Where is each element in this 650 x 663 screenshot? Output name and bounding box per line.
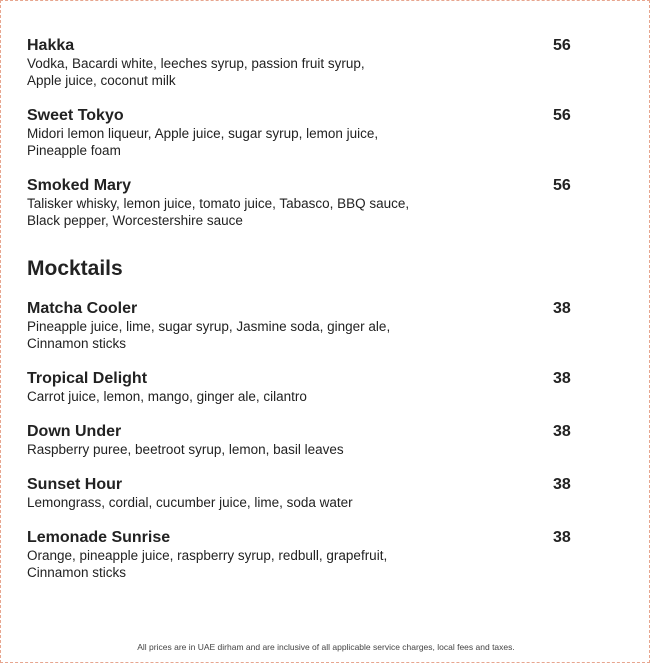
item-name: Hakka	[27, 37, 75, 54]
item-name: Matcha Cooler	[27, 300, 138, 317]
item-price: 38	[553, 423, 571, 440]
item-name: Smoked Mary	[27, 177, 132, 194]
item-price: 38	[553, 300, 571, 317]
item-description: Carrot juice, lemon, mango, ginger ale, cilantro	[27, 389, 307, 404]
item-description: Orange, pineapple juice, raspberry syrup, redbull, grapefruit, Cinnamon sticks	[27, 548, 388, 580]
item-description: Midori lemon liqueur, Apple juice, sugar syrup, lemon juice, Pineapple foam	[27, 126, 379, 158]
item-name: Tropical Delight	[27, 370, 148, 387]
menu-item	[27, 529, 587, 581]
menu-item	[27, 177, 587, 229]
section-title-mocktails: Mocktails	[27, 257, 123, 280]
item-description: Talisker whisky, lemon juice, tomato juice, Tabasco, BBQ sauce, Black pepper, Worcestershire sauce	[27, 196, 410, 228]
item-name: Lemonade Sunrise	[27, 529, 171, 546]
item-name: Sweet Tokyo	[27, 107, 124, 124]
price-disclaimer: All prices are in UAE dirham and are inclusive of all applicable service charges, local fees and taxes.	[137, 642, 515, 652]
item-description: Raspberry puree, beetroot syrup, lemon, basil leaves	[27, 442, 344, 457]
menu-item	[27, 37, 587, 89]
item-name: Down Under	[27, 423, 122, 440]
item-price: 38	[553, 370, 571, 387]
item-price: 38	[553, 529, 571, 546]
item-price: 56	[553, 107, 571, 124]
item-description: Lemongrass, cordial, cucumber juice, lime, soda water	[27, 495, 353, 510]
item-description: Pineapple juice, lime, sugar syrup, Jasmine soda, ginger ale, Cinnamon sticks	[27, 319, 391, 351]
item-name: Sunset Hour	[27, 476, 123, 493]
item-price: 38	[553, 476, 571, 493]
menu-item	[27, 476, 587, 511]
menu-item	[27, 107, 587, 159]
item-price: 56	[553, 37, 571, 54]
item-price: 56	[553, 177, 571, 194]
menu-item	[27, 423, 587, 458]
menu-item	[27, 300, 587, 352]
item-description: Vodka, Bacardi white, leeches syrup, passion fruit syrup, Apple juice, coconut milk	[27, 56, 365, 88]
menu-item	[27, 370, 587, 405]
